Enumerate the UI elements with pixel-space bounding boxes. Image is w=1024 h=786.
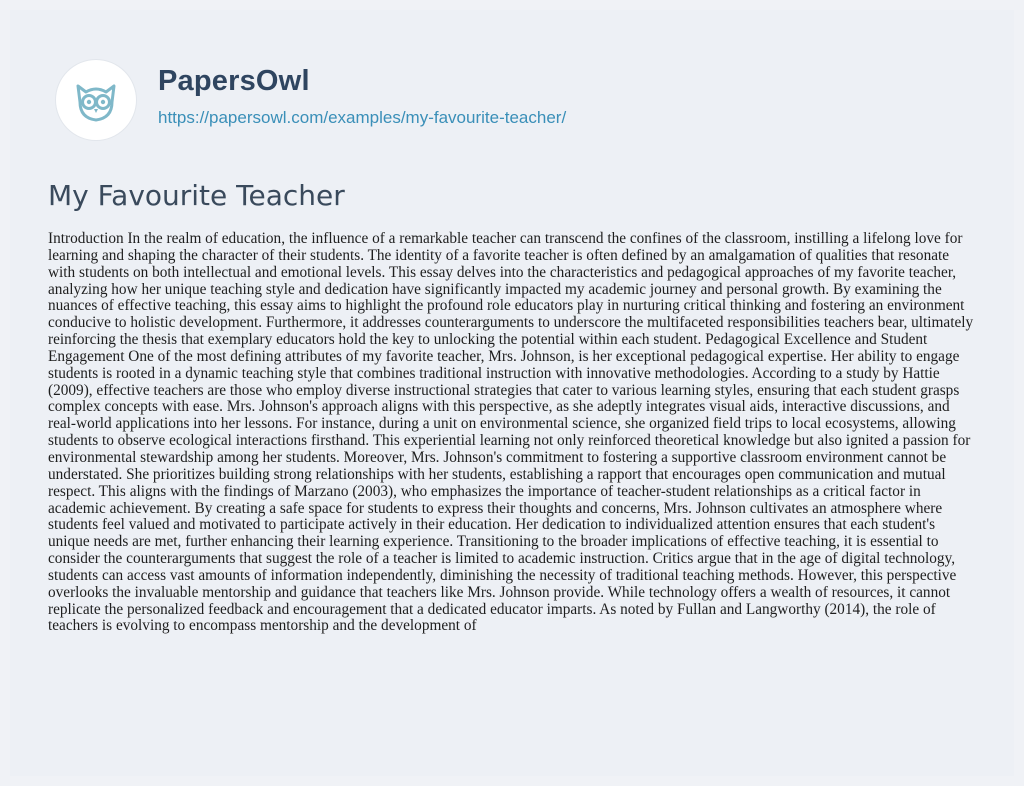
site-header [56, 60, 566, 160]
source-url-link[interactable]: https://papersowl.com/examples/my-favourite-teacher/ [158, 108, 567, 127]
essay-body: Introduction In the realm of education, the influence of a remarkable teacher can transcend the confines of the classroom, instilling a lifelong love for learning and shaping the character of their students. The identity of a favorite teacher is often defined by an amalgamation of qualities that resonate with students on both intellectual and emotional levels. This essay delves into the characteristics and pedagogical approaches of my favorite teacher, analyzing how her unique teaching style and dedication have significantly impacted my academic journey and personal growth. By examining the nuances of effective teaching, this essay aims to highlight the profound role educators play in nurturing critical thinking and fostering an environment conducive to holistic development. Furthermore, it addresses counterarguments to underscore the multifaceted responsibilities teachers bear, ultimately reinforcing the thesis that exemplary educators hold the key to unlocking the potential within each student. Pedagogical Excellence and Student Engagement One of the most defining attributes of my favorite teacher, Mrs. Johnson, is her exceptional pedagogical expertise. Her ability to engage students is rooted in a dynamic teaching style that combines traditional instruction with innovative methodologies. According to a study by Hattie (2009), effective teachers are those who employ diverse instructional strategies that cater to various learning styles, ensuring that each student grasps complex concepts with ease. Mrs. Johnson's approach aligns with this perspective, as she adeptly integrates visual aids, interactive discussions, and real-world applications into her lessons. For instance, during a unit on environmental science, she organized field trips to local ecosystems, allowing students to observe ecological interactions firsthand. This experiential learning not only reinforced theoretical knowledge but also ignited a passion for environmental stewardship among her students. Moreover, Mrs. Johnson's commitment to fostering a supportive classroom environment cannot be understated. She prioritizes building strong relationships with her students, establishing a rapport that encourages open communication and mutual respect. This aligns with the findings of Marzano (2003), who emphasizes the importance of teacher-student relationships as a critical factor in academic achievement. By creating a safe space for students to express their thoughts and concerns, Mrs. Johnson cultivates an atmosphere where students feel valued and motivated to participate actively in their education. Her dedication to individualized attention ensures that each student's unique needs are met, further enhancing their learning experience. Transitioning to the broader implications of effective teaching, it is essential to consider the counterarguments that suggest the role of a teacher is limited to academic instruction. Critics argue that in the age of digital technology, students can access vast amounts of information independently, diminishing the necessity of traditional teaching methods. However, this perspective overlooks the invaluable mentorship and guidance that teachers like Mrs. Johnson provide. While technology offers a wealth of resources, it cannot replicate the personalized feedback and encouragement that a dedicated educator imparts. As noted by Fullan and Langworthy (2014), the role of teachers is evolving to encompass mentorship and the development of [48, 230, 974, 635]
brand-block [158, 64, 566, 128]
page-title: My Favourite Teacher [48, 179, 345, 212]
document-page [10, 10, 1014, 776]
owl-logo-icon [56, 60, 136, 140]
brand-name[interactable]: PapersOwl [158, 65, 310, 97]
owl-logo-graphic [68, 72, 124, 128]
